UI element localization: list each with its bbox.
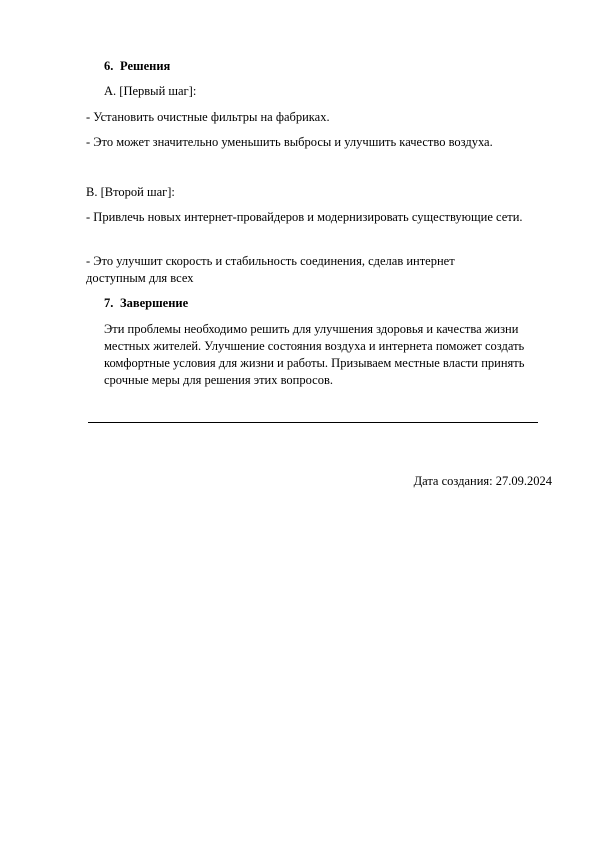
step-a-item-2: - Это может значительно уменьшить выбросы и улучшить качество воздуха. (86, 135, 493, 149)
step-b-label: B. [Второй шаг]: (86, 185, 175, 199)
creation-date: Дата создания: 27.09.2024 (413, 474, 552, 488)
horizontal-divider (88, 422, 538, 423)
section-6-title: Решения (120, 59, 171, 73)
step-a-label: А. [Первый шаг]: (104, 84, 197, 98)
conclusion-paragraph: Эти проблемы необходимо решить для улучшения здоровья и качества жизни местных жителей. Улучшение состояния воздуха и интернета поможет создать комфортные условия для жизни и работы. Призываем местные власти принять срочные меры для решения этих вопросов. (104, 322, 525, 387)
section-7-heading (104, 295, 188, 312)
section-6-heading (104, 58, 170, 75)
section-6-number: 6. (104, 59, 114, 73)
section-7-number: 7. (104, 296, 114, 310)
step-a-item-1: - Установить очистные фильтры на фабриках. (86, 110, 330, 124)
section-7-title: Завершение (120, 296, 189, 310)
step-b-item-1: - Привлечь новых интернет-провайдеров и модернизировать существующие сети. (86, 210, 523, 224)
step-b-item-2: - Это улучшит скорость и стабильность соединения, сделав интернет доступным для всех (86, 254, 455, 285)
